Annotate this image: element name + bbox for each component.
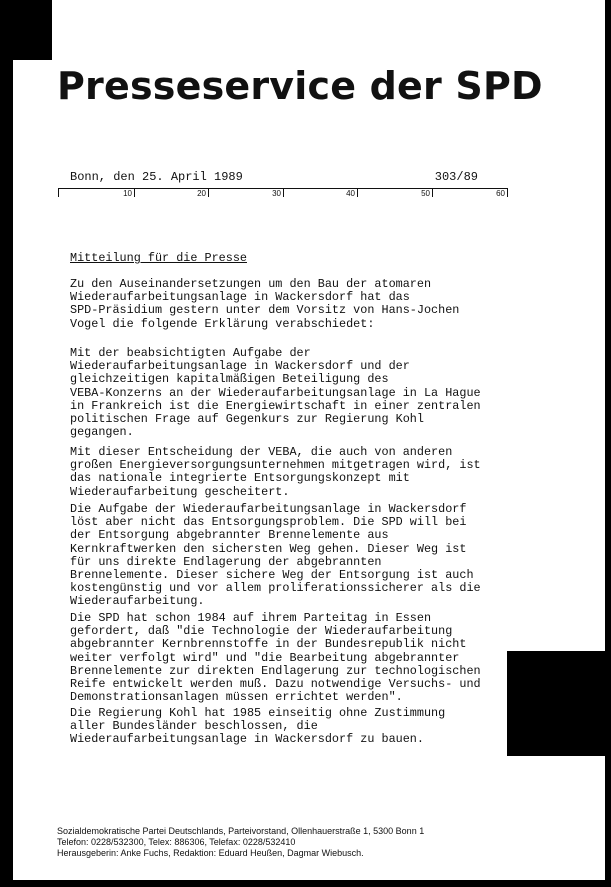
ruler-mark: 60 (496, 189, 505, 198)
ruler-tick (58, 188, 59, 197)
ruler-mark: 20 (197, 189, 206, 198)
ruler-tick (507, 188, 508, 197)
ruler-tick (134, 188, 135, 197)
scan-right-border (605, 0, 611, 887)
ruler-tick (432, 188, 433, 197)
body-paragraph: Mit dieser Entscheidung der VEBA, die auch von anderen großen Energieversorgungsunternehmen mitgetragen wird, ist das nationale integrierte Entsorgungskonzept mit Wiederaufarbeitung gescheitert. (70, 445, 481, 499)
masthead-title: Presseservice der SPD (57, 64, 543, 108)
scan-bottom-border (0, 880, 611, 887)
footer-editors: Herausgeberin: Anke Fuchs, Redaktion: Eduard Heußen, Dagmar Wiebusch. (57, 848, 364, 858)
section-heading: Mitteilung für die Presse (70, 251, 247, 265)
ruler-tick (357, 188, 358, 197)
footer-contact: Telefon: 0228/532300, Telex: 886306, Telefax: 0228/532410 (57, 837, 296, 847)
place-date: Bonn, den 25. April 1989 (70, 170, 243, 184)
ruler-tick (208, 188, 209, 197)
dateline (70, 170, 478, 184)
body-paragraph: Die SPD hat schon 1984 auf ihrem Parteitag in Essen gefordert, daß "die Technologie der Wiederaufarbeitung abgebrannter Kernbrennstoffe in der Bundesrepublik nicht weiter verfolgt wird" und "die Bearbeitung abgebrannter Brennelemente zur direkten Endlagerung zur technologischen Reife entwickelt werden muß. Dazu notwendige Versuchs- und Demonstrationsanlagen müssen errichtet werden". (70, 611, 481, 705)
ruler-mark: 50 (421, 189, 430, 198)
press-release-number: 303/89 (434, 170, 478, 184)
ruler-mark: 10 (123, 189, 132, 198)
footer-address: Sozialdemokratische Partei Deutschlands, Parteivorstand, Ollenhauerstraße 1, 5300 Bonn 1 (57, 826, 425, 836)
intro-paragraph: Zu den Auseinandersetzungen um den Bau der atomaren Wiederaufarbeitungsanlage in Wackersdorf hat das SPD-Präsidium gestern unter dem Vorsitz von Hans-Jochen Vogel die folgende Erklärung verabschiedet: (70, 277, 460, 331)
ruler-mark: 40 (346, 189, 355, 198)
footer (57, 826, 424, 859)
body-paragraph: Die Aufgabe der Wiederaufarbeitungsanlage in Wackersdorf löst aber nicht das Entsorgungsproblem. Die SPD will bei der Entsorgung abgebrannter Brennelemente aus Kernkraftwerken den sichersten Weg gehen. Dieser Weg ist für uns direkte Endlagerung der abgebrannten Brennelemente. Dieser sichere Weg der Entsorgung ist auch kostengünstig und vor allem proliferationssicherer als die Wiederaufarbeitung. (70, 502, 481, 609)
body-paragraph: Die Regierung Kohl hat 1985 einseitig ohne Zustimmung aller Bundesländer beschlossen, die Wiederaufarbeitungsanlage in Wackersdorf zu bauen. (70, 706, 446, 747)
body-paragraph: Mit der beabsichtigten Aufgabe der Wiederaufarbeitungsanlage in Wackersdorf und der gleichzeitigen kapitalmäßigen Beteiligung des VEBA-Konzerns an der Wiederaufarbeitungsanlage in La Hague in Frankreich ist die Energiewirtschaft in einer zentralen politischen Frage auf Gegenkurs zur Regierung Kohl gegangen. (70, 346, 481, 440)
typewriter-ruler (58, 188, 508, 202)
scan-corner-mark (0, 0, 52, 60)
ruler-tick (283, 188, 284, 197)
ruler-mark: 30 (272, 189, 281, 198)
